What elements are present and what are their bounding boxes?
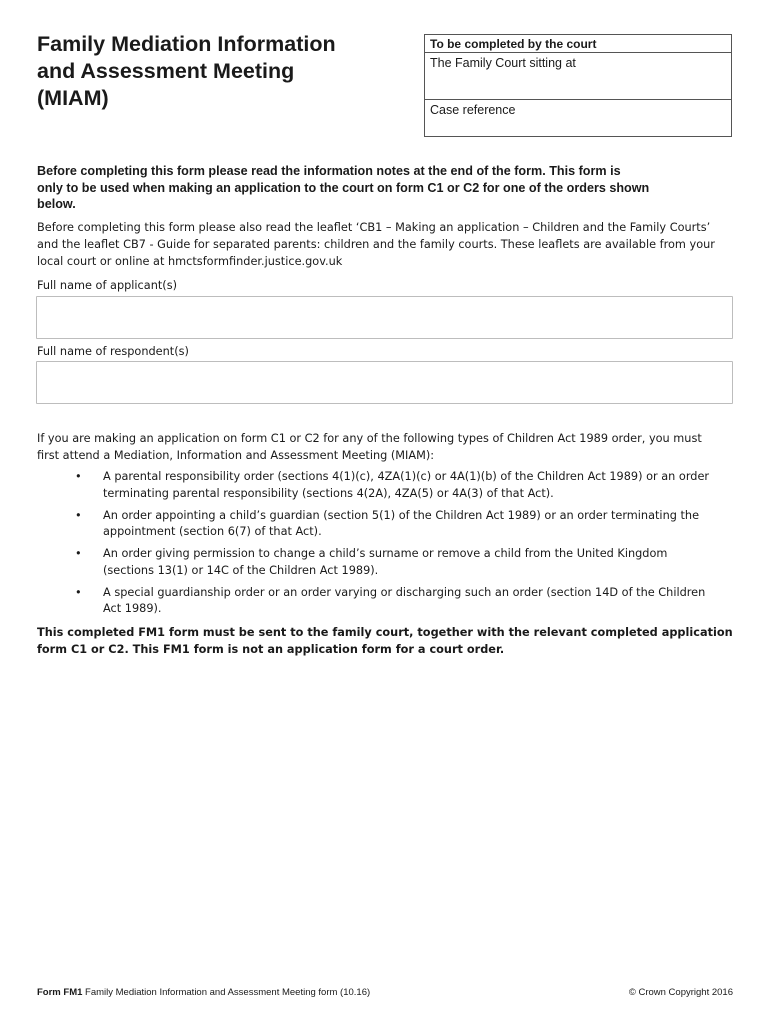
leaflet-note-line: local court or online at hmctsformfinder.justice.gov.uk (37, 255, 343, 268)
form-title-line: and Assessment Meeting (37, 59, 295, 83)
case-reference-field[interactable] (425, 100, 731, 136)
form-code: Form FM1 (37, 987, 83, 998)
list-item (37, 585, 737, 618)
court-use-header: To be completed by the court (425, 35, 731, 53)
form-description: Family Mediation Information and Assessment Meeting form (10.16) (82, 987, 371, 998)
applicant-name-input[interactable] (36, 296, 733, 339)
case-reference-label: Case reference (430, 103, 516, 117)
orders-intro-line: If you are making an application on form C1 or C2 for any of the following types of Children Act 1989 order, you must (37, 432, 702, 445)
list-item (37, 508, 737, 541)
bullet-icon: • (75, 585, 82, 599)
orders-intro (37, 430, 737, 464)
instructions-line: only to be used when making an application to the court on form C1 or C2 for one of the orders shown (37, 180, 650, 195)
court-sitting-label: The Family Court sitting at (430, 56, 576, 70)
submission-note-line: This completed FM1 form must be sent to the family court, together with the relevant completed application (37, 626, 733, 639)
list-item-line: A special guardianship order or an order varying or discharging such an order (section 14D of the Children (103, 585, 706, 599)
respondent-name-label: Full name of respondent(s) (37, 345, 189, 358)
form-footer (37, 987, 370, 998)
bullet-icon: • (75, 508, 82, 522)
orders-list (37, 469, 737, 623)
leaflet-note-line: and the leaflet CB7 - Guide for separated parents: children and the family courts. These leaflets are available from your (37, 238, 715, 251)
applicant-name-label: Full name of applicant(s) (37, 279, 177, 292)
instructions-line: below. (37, 197, 76, 211)
list-item-line: appointment (section 6(7) of that Act). (103, 525, 322, 538)
leaflet-note (37, 219, 737, 270)
form-title-line: (MIAM) (37, 86, 109, 110)
court-sitting-field[interactable] (425, 53, 731, 100)
list-item-line: An order giving permission to change a child’s surname or remove a child from the United Kingdom (103, 547, 668, 560)
form-title-line: Family Mediation Information (37, 32, 336, 56)
instructions-bold (37, 163, 737, 213)
orders-intro-line: first attend a Mediation, Information and Assessment Meeting (MIAM): (37, 449, 435, 462)
leaflet-note-line: Before completing this form please also read the leaflet ‘CB1 – Making an application – Children and the Family Courts’ (37, 221, 711, 234)
list-item-line: (sections 13(1) or 14C of the Children Act 1989). (103, 563, 379, 577)
list-item-line: Act 1989). (103, 602, 162, 615)
bullet-icon: • (75, 547, 82, 560)
form-title (37, 31, 397, 112)
list-item-line: A parental responsibility order (sections 4(1)(c), 4ZA(1)(c) or 4A(1)(b) of the Children Act 1989) or an order (103, 470, 710, 483)
bullet-icon: • (75, 470, 82, 483)
submission-note (37, 625, 737, 658)
list-item-line: terminating parental responsibility (sections 4(2A), 4ZA(5) or 4A(3) of that Act). (103, 486, 554, 500)
instructions-line: Before completing this form please read the information notes at the end of the form. This form is (37, 164, 621, 178)
list-item (37, 469, 737, 502)
list-item (37, 546, 737, 579)
list-item-line: An order appointing a child’s guardian (section 5(1) of the Children Act 1989) or an order terminating the (103, 508, 700, 522)
court-use-box (424, 34, 732, 137)
respondent-name-input[interactable] (36, 361, 733, 404)
submission-note-line: form C1 or C2. This FM1 form is not an application form for a court order. (37, 642, 505, 656)
copyright-notice: © Crown Copyright 2016 (628, 987, 733, 998)
